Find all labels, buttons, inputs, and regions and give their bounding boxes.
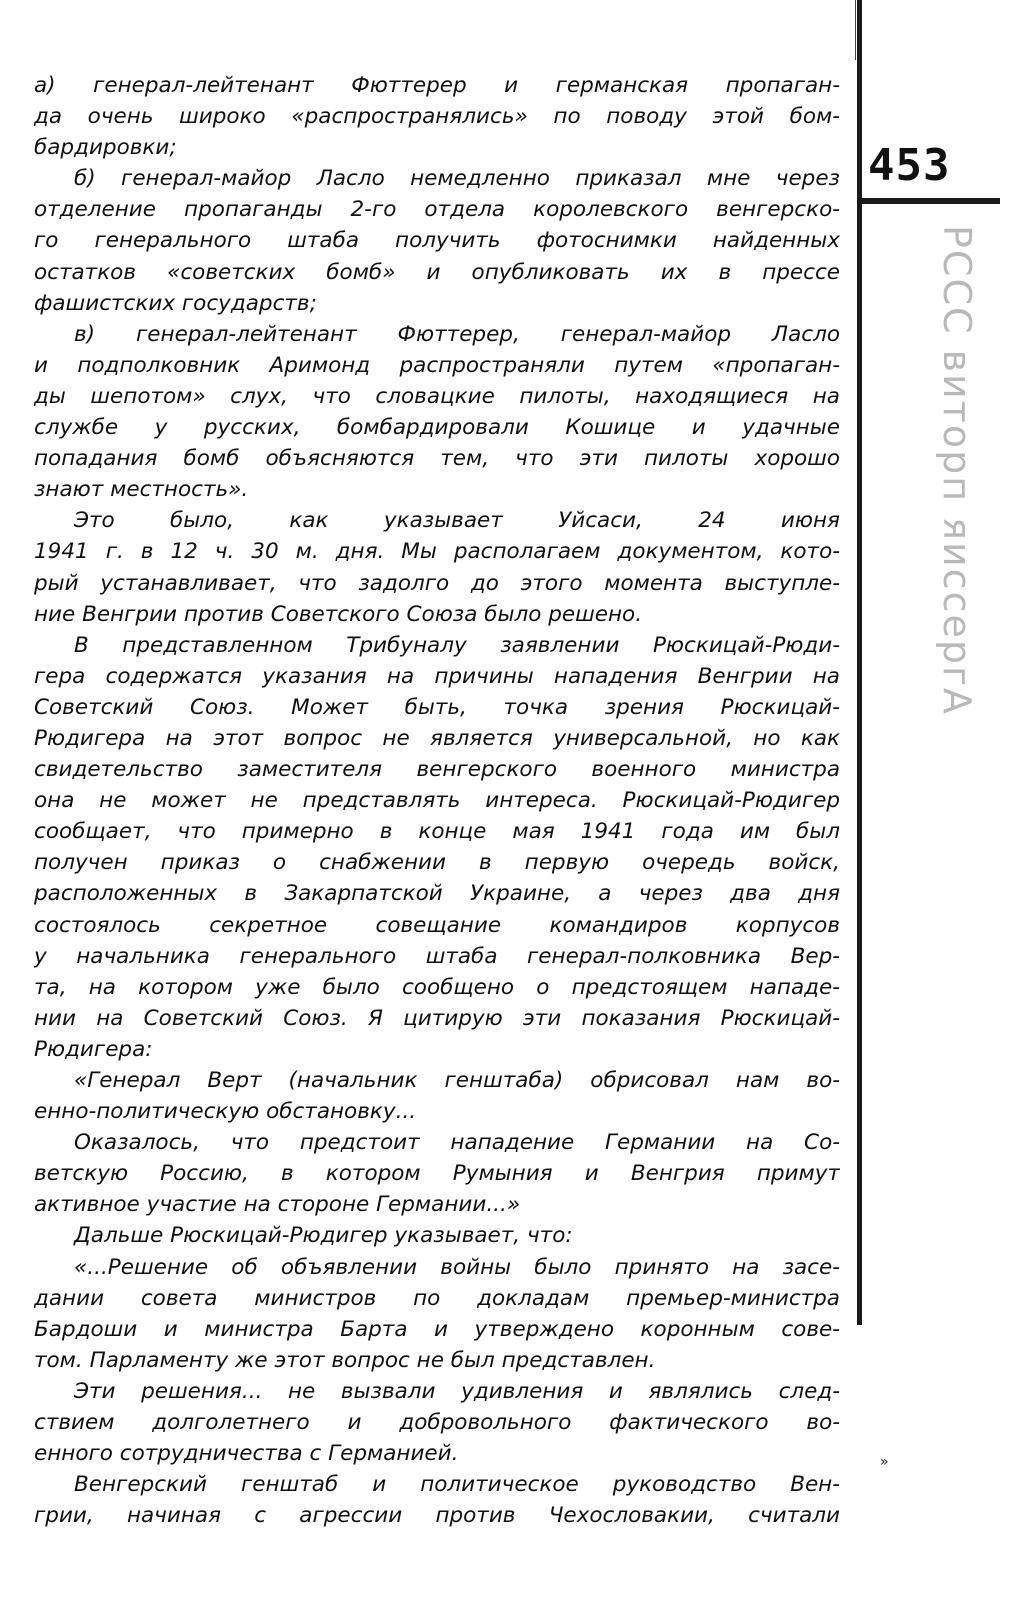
- text-line: 1941 г. в 12 ч. 30 м. дня. Мы располагаем документом, кото-: [34, 539, 840, 565]
- text-line: активное участие на стороне Германии...»: [34, 1192, 521, 1218]
- text-line: енно-политическую обстановку...: [34, 1099, 417, 1125]
- text-line: том. Парламенту же этот вопрос не был представлен.: [34, 1347, 656, 1373]
- page-number: 453: [868, 140, 951, 191]
- text-line: нии на Советский Союз. Я цитирую эти показания Рюскицай-: [34, 1005, 840, 1031]
- margin-rule-top: [855, 0, 856, 60]
- text-line: расположенных в Закарпатской Украине, а через два дня: [34, 881, 840, 907]
- margin-mark: »: [880, 1454, 889, 1470]
- text-line: а) генерал-лейтенант Фюттерер и германская пропаган-: [34, 73, 840, 98]
- text-line: фашистских государств;: [34, 290, 317, 316]
- text-line: да очень широко «распространялись» по поводу этой бом-: [34, 104, 840, 130]
- text-line: ствием долголетнего и добровольного фактического во-: [34, 1410, 840, 1436]
- text-line: Это было, как указывает Уйсаси, 24 июня: [74, 508, 840, 534]
- text-line: рый устанавливает, что задолго до этого момента выступле-: [34, 570, 840, 596]
- body-text: [34, 70, 840, 1531]
- text-line: Оказалось, что предстоит нападение Германии на Со-: [74, 1130, 840, 1156]
- text-line: и подполковник Аримонд распространяли путем «пропаган-: [34, 352, 840, 378]
- running-head-vertical: Агрессия против СССР: [935, 225, 979, 716]
- text-line: знают местность».: [34, 477, 249, 503]
- text-line: грии, начиная с агрессии против Чехословакии, считали: [34, 1503, 840, 1529]
- text-line: та, на котором уже было сообщено о предстоящем нападе-: [34, 974, 840, 1000]
- text-line: свидетельство заместителя венгерского военного министра: [34, 757, 840, 783]
- text-line: Бардоши и министра Барта и утверждено коронным сове-: [34, 1316, 840, 1342]
- text-line: в) генерал-лейтенант Фюттерер, генерал-майор Ласло: [74, 321, 840, 347]
- text-line: отделение пропаганды 2-го отдела королевского венгерско-: [34, 197, 840, 223]
- text-line: службе у русских, бомбардировали Кошице и удачные: [34, 415, 840, 441]
- text-line: Рюдигера на этот вопрос не является универсальной, но как: [34, 725, 840, 751]
- text-line: Советский Союз. Может быть, точка зрения Рюскицай-: [34, 694, 840, 720]
- text-line: Эти решения... не вызвали удивления и являлись след-: [74, 1378, 840, 1404]
- text-line: ветскую Россию, в котором Румыния и Венгрия примут: [34, 1161, 840, 1187]
- text-line: получен приказ о снабжении в первую очередь войск,: [34, 850, 840, 876]
- text-line: енного сотрудничества с Германией.: [34, 1441, 459, 1467]
- text-line: Венгерский генштаб и политическое руководство Вен-: [74, 1472, 840, 1498]
- text-line: «Генерал Верт (начальник генштаба) обрисовал нам во-: [74, 1068, 840, 1093]
- text-line: остатков «советских бомб» и опубликовать их в прессе: [34, 259, 840, 285]
- text-line: ды шепотом» слух, что словацкие пилоты, находящиеся на: [34, 383, 840, 409]
- text-line: Рюдигера:: [34, 1036, 153, 1062]
- text-line: сообщает, что примерно в конце мая 1941 года им был: [34, 819, 840, 845]
- text-line: дании совета министров по докладам премьер-министра: [34, 1285, 840, 1311]
- page-number-underline: [862, 198, 1000, 204]
- text-line: бардировки;: [34, 135, 177, 161]
- text-line: гера содержатся указания на причины нападения Венгрии на: [34, 663, 840, 689]
- text-line: го генерального штаба получить фотоснимки найденных: [34, 228, 840, 254]
- text-line: Дальше Рюскицай-Рюдигер указывает, что:: [74, 1223, 573, 1249]
- text-line: у начальника генерального штаба генерал-полковника Вер-: [34, 943, 840, 969]
- text-line: «...Решение об объявлении войны было принято на засе-: [74, 1254, 840, 1280]
- text-line: попадания бомб объясняются тем, что эти пилоты хорошо: [34, 446, 840, 472]
- text-line: б) генерал-майор Ласло немедленно приказал мне через: [74, 166, 840, 192]
- text-line: ние Венгрии против Советского Союза было решено.: [34, 601, 643, 627]
- text-line: она не может не представлять интереса. Рюскицай-Рюдигер: [34, 788, 840, 814]
- text-line: В представленном Трибуналу заявлении Рюскицай-Рюди-: [74, 632, 840, 658]
- text-line: состоялось секретное совещание командиров корпусов: [34, 912, 840, 938]
